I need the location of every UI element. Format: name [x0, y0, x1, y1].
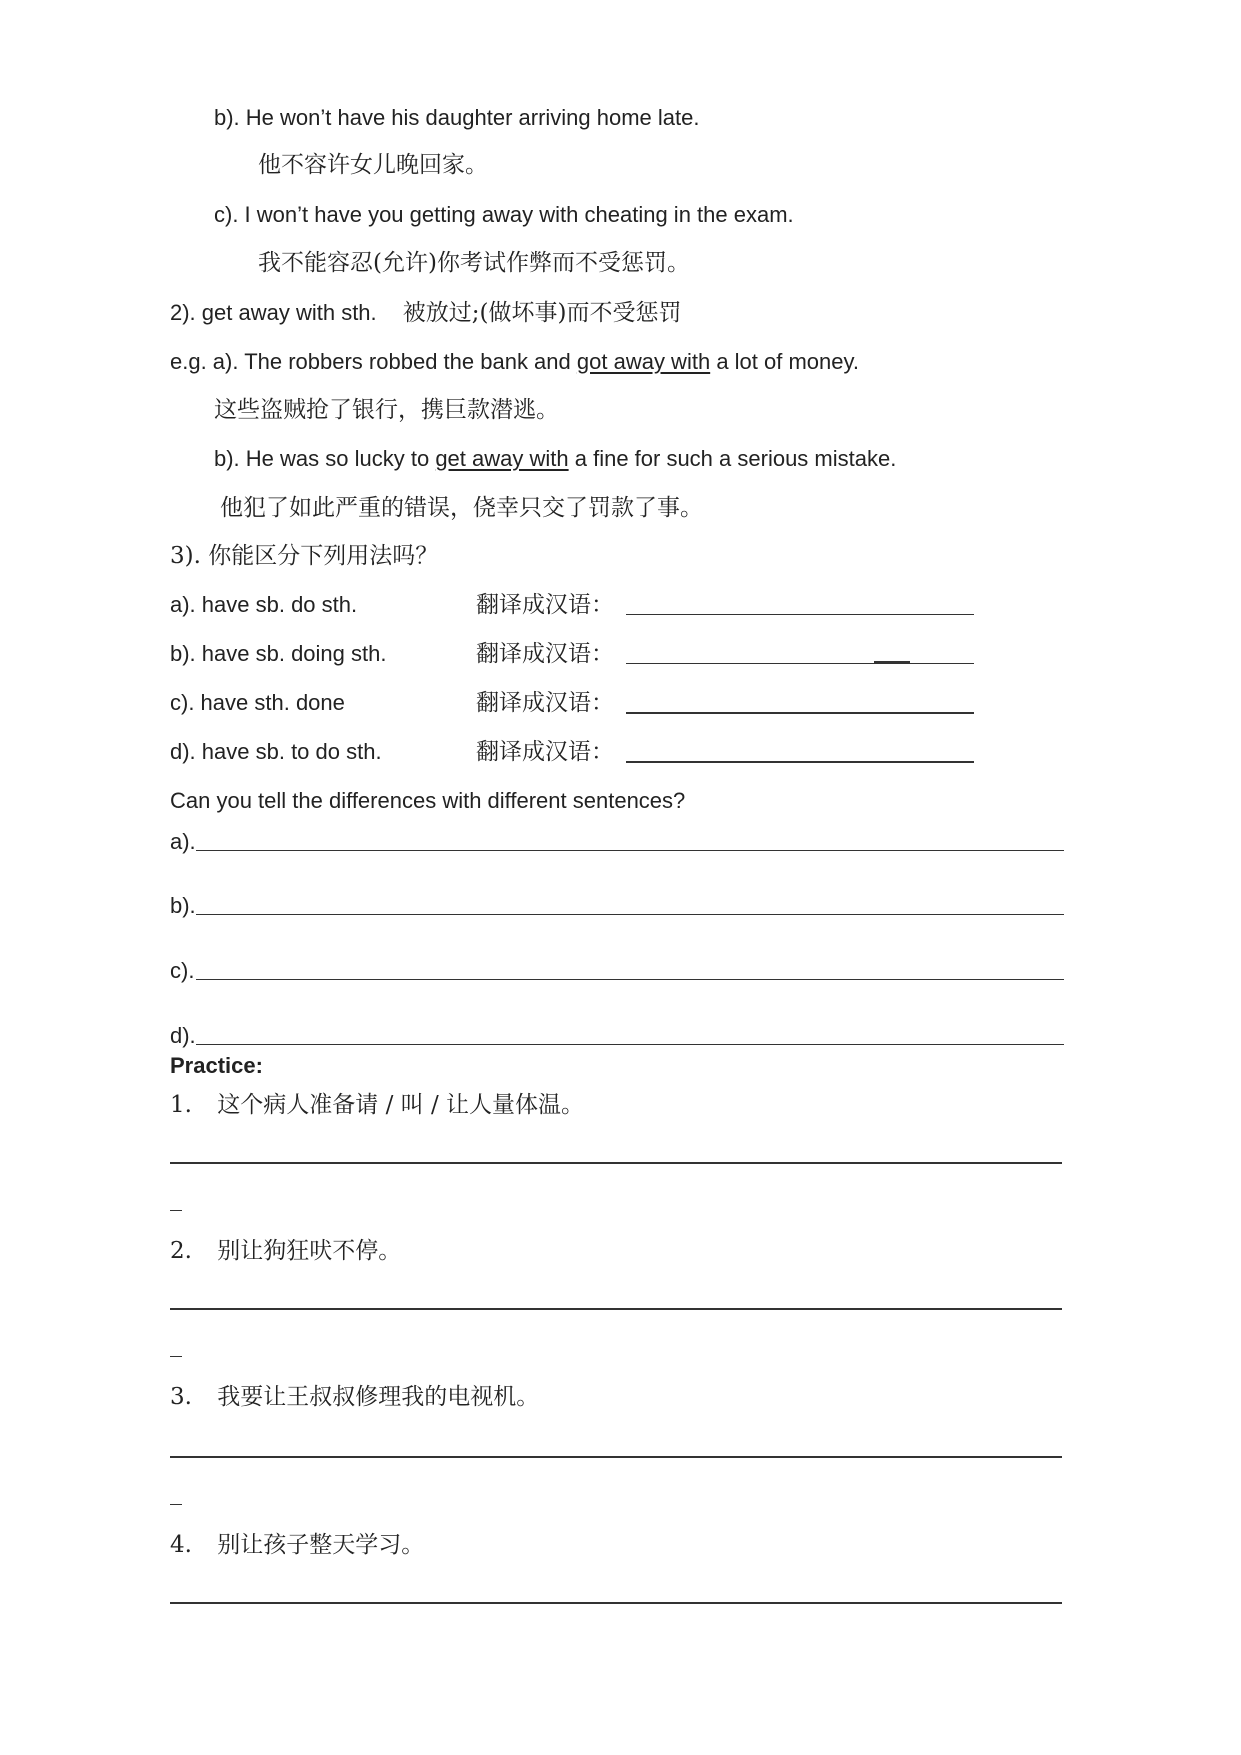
usage-item-b: b). have sb. doing sth.	[170, 641, 387, 666]
example-c-english: c). I won’t have you getting away with cheating in the exam.	[214, 202, 794, 227]
example-b2-phrase: get away with	[435, 446, 569, 471]
practice-line-1-tail	[170, 1210, 182, 1211]
translate-label-d: 翻译成汉语：	[476, 739, 614, 765]
answer-line-b[interactable]	[196, 914, 1064, 915]
practice-item-1	[170, 1091, 584, 1119]
translate-blank-d[interactable]	[626, 761, 974, 763]
practice-answer-line-3[interactable]	[170, 1456, 1062, 1458]
section3-heading: 3). 你能区分下列用法吗？	[170, 543, 439, 569]
practice-line-2-tail	[170, 1356, 182, 1357]
example-b-english: b). He won’t have his daughter arriving home late.	[214, 105, 700, 130]
usage-item-d: d). have sb. to do sth.	[170, 739, 382, 764]
translate-label-a: 翻译成汉语：	[476, 592, 614, 618]
practice-answer-line-1[interactable]	[170, 1162, 1062, 1164]
example-c-chinese: 我不能容忍(允许)你考试作弊而不受惩罚。	[258, 250, 690, 276]
translate-blank-c[interactable]	[626, 712, 974, 714]
example-b2-chinese: 他犯了如此严重的错误，侥幸只交了罚款了事。	[220, 495, 703, 521]
example-b2-pre: b). He was so lucky to	[214, 446, 430, 471]
example-a-phrase: got away with	[576, 349, 711, 374]
practice-item-2-num: 2.	[170, 1238, 192, 1264]
usage-item-c: c). have sth. done	[170, 690, 345, 715]
practice-item-4	[170, 1531, 424, 1559]
usage-item-a: a). have sb. do sth.	[170, 592, 358, 617]
example-b2-post: a fine for such a serious mistake.	[574, 446, 897, 471]
example-b2-english	[214, 445, 896, 473]
practice-line-3-tail	[170, 1504, 182, 1505]
practice-item-1-num: 1.	[170, 1092, 192, 1118]
answer-label-a: a).	[170, 829, 196, 854]
practice-answer-line-4[interactable]	[170, 1602, 1062, 1604]
translate-blank-b-mark	[874, 661, 910, 663]
translate-blank-b[interactable]	[626, 663, 974, 664]
example-a-post: a lot of money.	[716, 349, 859, 374]
answer-label-b: b).	[170, 893, 196, 918]
practice-item-3	[170, 1383, 539, 1411]
translate-label-b: 翻译成汉语：	[476, 641, 614, 667]
answer-line-a[interactable]	[196, 850, 1064, 851]
practice-title: Practice:	[170, 1053, 263, 1078]
translate-label-c: 翻译成汉语：	[476, 690, 614, 716]
section2-heading	[170, 299, 681, 327]
example-a-chinese: 这些盗贼抢了银行，携巨款潜逃。	[214, 397, 559, 423]
answer-line-d[interactable]	[196, 1044, 1064, 1045]
answer-label-d: d).	[170, 1023, 196, 1048]
example-a-english	[170, 348, 859, 376]
translate-blank-a[interactable]	[626, 614, 974, 615]
example-b-chinese: 他不容许女儿晚回家。	[258, 152, 488, 178]
practice-item-3-num: 3.	[170, 1384, 192, 1410]
practice-item-2	[170, 1237, 401, 1265]
practice-answer-line-2[interactable]	[170, 1308, 1062, 1310]
practice-item-4-text: 别让孩子整天学习。	[217, 1532, 425, 1558]
example-a-pre: e.g. a). The robbers robbed the bank and	[170, 349, 571, 374]
section2-meaning: 被放过;(做坏事)而不受惩罚	[402, 300, 682, 326]
differences-question: Can you tell the differences with different sentences?	[170, 788, 686, 813]
practice-item-3-text: 我要让王叔叔修理我的电视机。	[217, 1384, 540, 1410]
practice-item-4-num: 4.	[170, 1532, 192, 1558]
answer-line-c[interactable]	[196, 979, 1064, 980]
practice-item-1-text: 这个病人准备请 / 叫 / 让人量体温。	[217, 1092, 585, 1118]
practice-item-2-text: 别让狗狂吠不停。	[217, 1238, 402, 1264]
answer-label-c: c).	[170, 958, 195, 983]
section2-phrase: 2). get away with sth.	[170, 300, 377, 325]
